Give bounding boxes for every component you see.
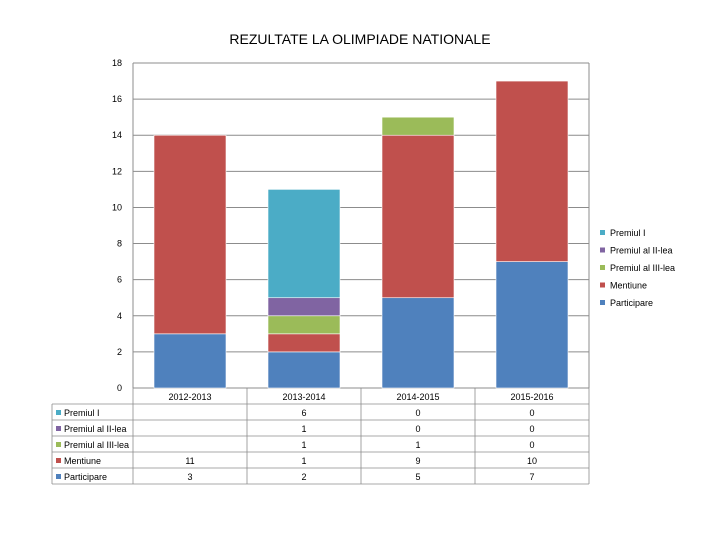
table-value: 5 — [415, 472, 421, 482]
bars — [154, 81, 568, 388]
legend-label: Mentiune — [610, 280, 648, 291]
table-legend-key — [56, 410, 61, 415]
table-value: 7 — [529, 472, 535, 482]
table-legend-key — [56, 458, 61, 463]
chart-title: REZULTATE LA OLIMPIADE NATIONALE — [229, 31, 491, 47]
legend-swatch — [600, 265, 605, 270]
table-legend-key — [56, 442, 61, 447]
table-value: 10 — [526, 456, 538, 466]
bar-participare — [154, 334, 226, 388]
legend-label: Premiul I — [610, 228, 646, 238]
legend-swatch — [600, 230, 605, 235]
table-value: 1 — [301, 440, 307, 450]
table-value: 3 — [187, 472, 193, 482]
legend-swatch — [600, 300, 605, 305]
y-tick-label: 10 — [111, 202, 122, 213]
bar-participare — [382, 298, 454, 388]
bar-premiul-al-iii-lea — [382, 117, 454, 135]
table-value: 1 — [415, 440, 421, 450]
table-value: 9 — [415, 456, 421, 466]
y-tick-label: 4 — [116, 310, 122, 321]
table-series-label: Premiul al II-lea — [64, 424, 127, 434]
bar-mentiune — [154, 135, 226, 334]
table-category-label: 2015-2016 — [510, 392, 554, 402]
table-value: 1 — [301, 456, 307, 466]
y-tick-label: 0 — [116, 383, 122, 393]
table-value: 0 — [529, 424, 535, 434]
table-value: 0 — [529, 440, 535, 450]
table-legend-key — [56, 426, 61, 431]
y-tick-label: 18 — [111, 58, 122, 68]
y-tick-label: 6 — [116, 274, 122, 285]
table-category-label: 2014-2015 — [396, 392, 440, 402]
legend — [600, 228, 675, 308]
bar-mentiune — [382, 135, 454, 298]
bar-premiul-al-ii-lea — [268, 298, 340, 316]
bar-mentiune — [268, 334, 340, 352]
table-series-label: Premiul I — [64, 408, 100, 418]
table-series-label: Participare — [64, 472, 108, 482]
legend-swatch — [600, 283, 605, 288]
y-tick-label: 2 — [116, 346, 122, 357]
bar-participare — [268, 352, 340, 388]
table-value: 0 — [415, 424, 421, 434]
table-value: 6 — [301, 408, 307, 418]
y-axis-ticks — [112, 58, 122, 393]
table-value: 1 — [301, 424, 307, 434]
bar-mentiune — [496, 81, 568, 262]
y-tick-label: 14 — [111, 130, 122, 141]
table-series-label: Premiul al III-lea — [64, 440, 130, 450]
y-tick-label: 12 — [111, 166, 122, 177]
legend-swatch — [600, 248, 605, 253]
table-legend-key — [56, 474, 61, 479]
table-category-label: 2012-2013 — [168, 392, 212, 402]
legend-label: Premiul al III-lea — [610, 263, 676, 273]
bar-premiul-i — [268, 189, 340, 297]
table-value: 11 — [185, 456, 195, 466]
table-value: 2 — [301, 472, 307, 482]
table-value: 0 — [529, 408, 535, 418]
y-tick-label: 16 — [111, 94, 122, 105]
bar-participare — [496, 262, 568, 388]
table-series-label: Mentiune — [64, 456, 102, 466]
data-table — [52, 388, 589, 484]
table-category-label: 2013-2014 — [282, 392, 326, 402]
legend-label: Participare — [610, 298, 654, 308]
y-tick-label: 8 — [116, 238, 122, 249]
bar-premiul-al-iii-lea — [268, 316, 340, 334]
table-value: 0 — [415, 408, 421, 418]
legend-label: Premiul al II-lea — [610, 245, 673, 256]
